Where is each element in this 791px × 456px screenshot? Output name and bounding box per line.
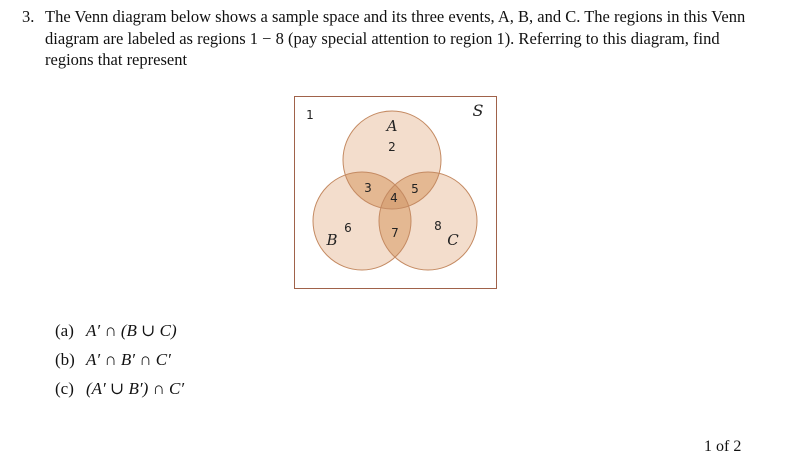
problem-text: The Venn diagram below shows a sample space and its three events, A, B, and C. The regions in this Venn diagram are labeled as regions 1 − 8 (pay special attention to region 1). Referring to this diagram, find regions that represent [45,7,746,69]
problem-statement [22,6,762,71]
sample-space-label: S [472,101,484,120]
venn-svg [294,96,497,289]
part-expression: (A′ ∪ B′) ∩ C′ [86,379,185,398]
part-expression: A′ ∩ (B ∪ C) [86,321,177,340]
question-parts [55,316,184,403]
region-7-label: 7 [391,226,399,240]
part-a [55,316,184,345]
problem-number: 3. [22,7,35,26]
part-expression: A′ ∩ B′ ∩ C′ [86,350,171,369]
region-4-label: 4 [390,191,398,205]
part-label: (b) [55,350,75,369]
part-c [55,374,184,403]
set-label-b: B [326,231,338,249]
venn-diagram [294,96,497,289]
part-b [55,345,184,374]
region-1-label: 1 [306,108,314,122]
region-5-label: 5 [411,182,419,196]
region-3-label: 3 [364,181,372,195]
set-label-c: C [447,231,459,249]
page-number: 1 of 2 [704,438,742,455]
part-label: (c) [55,379,74,398]
part-label: (a) [55,321,74,340]
region-8-label: 8 [434,219,442,233]
set-label-a: A [386,117,398,135]
region-2-label: 2 [388,140,396,154]
region-6-label: 6 [344,221,352,235]
